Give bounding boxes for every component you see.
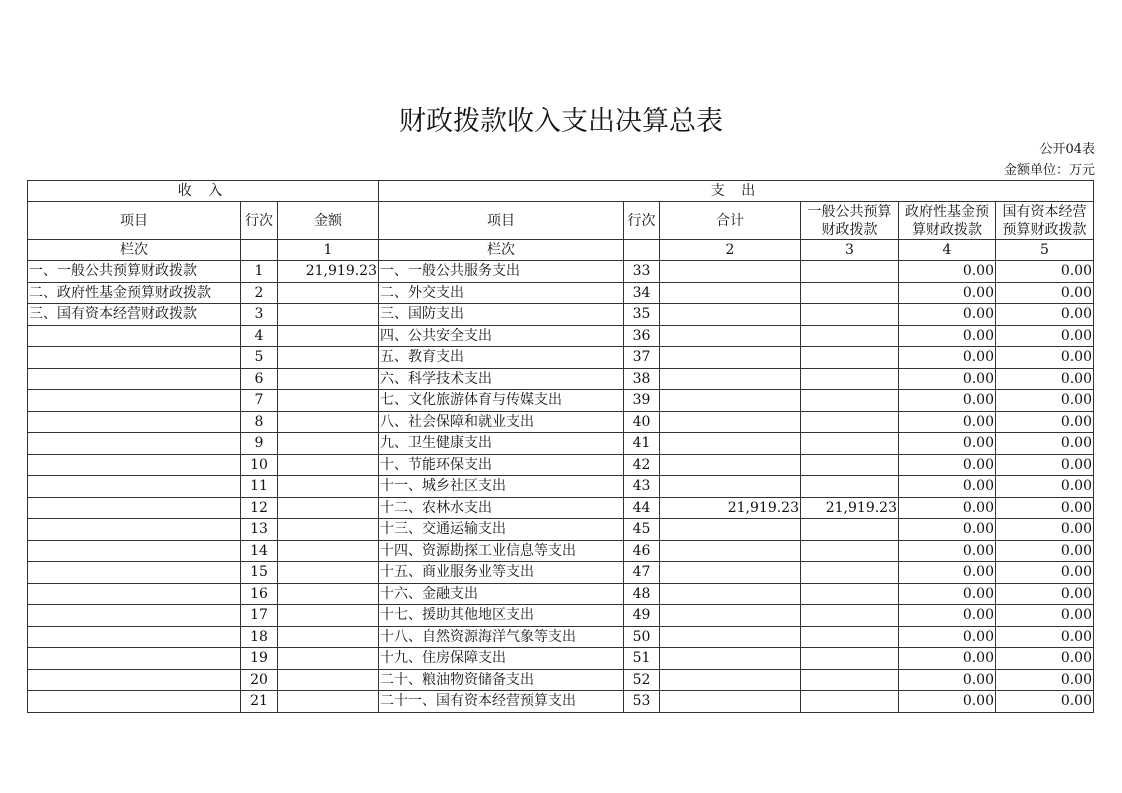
col-header-expense-item: 项目 — [379, 202, 624, 240]
expense-row-number-cell: 51 — [624, 648, 660, 670]
state-capital-cell: 0.00 — [996, 454, 1094, 476]
general-budget-cell — [801, 605, 899, 627]
income-item-cell — [28, 605, 241, 627]
gov-fund-cell: 0.00 — [899, 282, 996, 304]
gov-fund-cell: 0.00 — [899, 562, 996, 584]
expense-row-number-cell: 45 — [624, 519, 660, 541]
total-cell — [660, 433, 801, 455]
col-num-amount: 1 — [278, 240, 379, 261]
general-budget-cell — [801, 433, 899, 455]
col-header-state-capital: 国有资本经营预算财政拨款 — [996, 202, 1094, 240]
total-cell — [660, 626, 801, 648]
income-row-number-cell: 5 — [241, 347, 278, 369]
general-budget-cell — [801, 261, 899, 283]
expense-item-cell: 五、教育支出 — [379, 347, 624, 369]
income-row-number-cell: 17 — [241, 605, 278, 627]
gov-fund-cell: 0.00 — [899, 583, 996, 605]
expense-row-number-cell: 47 — [624, 562, 660, 584]
income-amount-cell — [278, 669, 379, 691]
expense-row-number-cell: 50 — [624, 626, 660, 648]
state-capital-cell: 0.00 — [996, 476, 1094, 498]
col-num-label-income: 栏次 — [28, 240, 241, 261]
total-cell — [660, 282, 801, 304]
state-capital-cell: 0.00 — [996, 347, 1094, 369]
income-item-cell — [28, 325, 241, 347]
total-cell — [660, 347, 801, 369]
total-cell — [660, 583, 801, 605]
expense-row-number-cell: 46 — [624, 540, 660, 562]
income-item-cell — [28, 691, 241, 713]
gov-fund-cell: 0.00 — [899, 347, 996, 369]
col-header-gov-fund: 政府性基金预算财政拨款 — [899, 202, 996, 240]
state-capital-cell: 0.00 — [996, 540, 1094, 562]
income-item-cell — [28, 519, 241, 541]
gov-fund-cell: 0.00 — [899, 648, 996, 670]
expense-row-number-cell: 39 — [624, 390, 660, 412]
expense-item-cell: 二十、粮油物资储备支出 — [379, 669, 624, 691]
general-budget-cell — [801, 562, 899, 584]
table-row — [28, 304, 1094, 326]
general-budget-cell — [801, 347, 899, 369]
income-item-cell — [28, 454, 241, 476]
expense-group-header: 支 出 — [379, 181, 1094, 202]
income-item-cell — [28, 433, 241, 455]
income-amount-cell — [278, 605, 379, 627]
state-capital-cell: 0.00 — [996, 626, 1094, 648]
header-group-row — [28, 181, 1094, 202]
state-capital-cell: 0.00 — [996, 368, 1094, 390]
income-amount-cell — [278, 626, 379, 648]
general-budget-cell — [801, 691, 899, 713]
income-item-cell — [28, 648, 241, 670]
expense-row-number-cell: 40 — [624, 411, 660, 433]
table-row — [28, 605, 1094, 627]
table-row — [28, 562, 1094, 584]
expense-item-cell: 十、节能环保支出 — [379, 454, 624, 476]
table-row — [28, 454, 1094, 476]
state-capital-cell: 0.00 — [996, 261, 1094, 283]
income-row-number-cell: 8 — [241, 411, 278, 433]
income-item-cell — [28, 368, 241, 390]
state-capital-cell: 0.00 — [996, 583, 1094, 605]
col-header-income-item: 项目 — [28, 202, 241, 240]
col-num-state-capital: 5 — [996, 240, 1094, 261]
general-budget-cell — [801, 669, 899, 691]
expense-item-cell: 十二、农林水支出 — [379, 497, 624, 519]
income-amount-cell — [278, 368, 379, 390]
col-header-expense-row: 行次 — [624, 202, 660, 240]
col-num-label-expense: 栏次 — [379, 240, 624, 261]
expense-row-number-cell: 33 — [624, 261, 660, 283]
total-cell — [660, 648, 801, 670]
income-row-number-cell: 19 — [241, 648, 278, 670]
income-amount-cell — [278, 497, 379, 519]
income-row-number-cell: 2 — [241, 282, 278, 304]
total-cell — [660, 390, 801, 412]
table-row — [28, 390, 1094, 412]
income-row-number-cell: 13 — [241, 519, 278, 541]
income-item-cell — [28, 347, 241, 369]
income-item-cell — [28, 540, 241, 562]
col-header-amount: 金额 — [278, 202, 379, 240]
expense-row-number-cell: 43 — [624, 476, 660, 498]
expense-item-cell: 六、科学技术支出 — [379, 368, 624, 390]
income-amount-cell — [278, 519, 379, 541]
expense-row-number-cell: 42 — [624, 454, 660, 476]
income-row-number-cell: 10 — [241, 454, 278, 476]
income-amount-cell — [278, 325, 379, 347]
gov-fund-cell: 0.00 — [899, 497, 996, 519]
income-row-number-cell: 12 — [241, 497, 278, 519]
state-capital-cell: 0.00 — [996, 648, 1094, 670]
total-cell — [660, 669, 801, 691]
total-cell — [660, 454, 801, 476]
expense-row-number-cell: 41 — [624, 433, 660, 455]
gov-fund-cell: 0.00 — [899, 691, 996, 713]
income-item-cell: 二、政府性基金预算财政拨款 — [28, 282, 241, 304]
total-cell — [660, 261, 801, 283]
expense-item-cell: 二、外交支出 — [379, 282, 624, 304]
total-cell — [660, 519, 801, 541]
expense-item-cell: 一、一般公共服务支出 — [379, 261, 624, 283]
expense-row-number-cell: 44 — [624, 497, 660, 519]
income-amount-cell — [278, 390, 379, 412]
gov-fund-cell: 0.00 — [899, 261, 996, 283]
expense-row-number-cell: 52 — [624, 669, 660, 691]
income-amount-cell — [278, 454, 379, 476]
table-row — [28, 325, 1094, 347]
income-amount-cell — [278, 540, 379, 562]
total-cell — [660, 562, 801, 584]
expense-item-cell: 八、社会保障和就业支出 — [379, 411, 624, 433]
general-budget-cell — [801, 626, 899, 648]
state-capital-cell: 0.00 — [996, 390, 1094, 412]
total-cell — [660, 691, 801, 713]
income-amount-cell — [278, 562, 379, 584]
unit-label: 金额单位：万元 — [1003, 163, 1095, 178]
expense-row-number-cell: 53 — [624, 691, 660, 713]
expense-row-number-cell: 37 — [624, 347, 660, 369]
income-row-number-cell: 21 — [241, 691, 278, 713]
state-capital-cell: 0.00 — [996, 691, 1094, 713]
table-row — [28, 519, 1094, 541]
income-row-number-cell: 9 — [241, 433, 278, 455]
expense-item-cell: 十七、援助其他地区支出 — [379, 605, 624, 627]
gov-fund-cell: 0.00 — [899, 626, 996, 648]
income-row-number-cell: 1 — [241, 261, 278, 283]
gov-fund-cell: 0.00 — [899, 325, 996, 347]
income-row-number-cell: 15 — [241, 562, 278, 584]
general-budget-cell — [801, 648, 899, 670]
table-row — [28, 626, 1094, 648]
gov-fund-cell: 0.00 — [899, 411, 996, 433]
general-budget-cell — [801, 411, 899, 433]
state-capital-cell: 0.00 — [996, 433, 1094, 455]
gov-fund-cell: 0.00 — [899, 540, 996, 562]
state-capital-cell: 0.00 — [996, 519, 1094, 541]
gov-fund-cell: 0.00 — [899, 390, 996, 412]
general-budget-cell — [801, 325, 899, 347]
table-row — [28, 691, 1094, 713]
income-amount-cell — [278, 583, 379, 605]
expense-item-cell: 十三、交通运输支出 — [379, 519, 624, 541]
table-row — [28, 433, 1094, 455]
col-header-total: 合计 — [660, 202, 801, 240]
state-capital-cell: 0.00 — [996, 669, 1094, 691]
state-capital-cell: 0.00 — [996, 325, 1094, 347]
table-row — [28, 583, 1094, 605]
gov-fund-cell: 0.00 — [899, 454, 996, 476]
gov-fund-cell: 0.00 — [899, 476, 996, 498]
income-item-cell — [28, 562, 241, 584]
income-amount-cell — [278, 411, 379, 433]
total-cell — [660, 325, 801, 347]
col-num-gov-fund: 4 — [899, 240, 996, 261]
expense-row-number-cell: 35 — [624, 304, 660, 326]
col-num-empty-1 — [241, 240, 278, 261]
income-amount-cell — [278, 282, 379, 304]
state-capital-cell: 0.00 — [996, 562, 1094, 584]
table-row — [28, 347, 1094, 369]
general-budget-cell — [801, 454, 899, 476]
state-capital-cell: 0.00 — [996, 497, 1094, 519]
table-code: 公开04表 — [1039, 142, 1095, 157]
income-item-cell — [28, 390, 241, 412]
income-row-number-cell: 6 — [241, 368, 278, 390]
general-budget-cell — [801, 390, 899, 412]
expense-item-cell: 十一、城乡社区支出 — [379, 476, 624, 498]
income-amount-cell: 21,919.23 — [278, 261, 379, 283]
state-capital-cell: 0.00 — [996, 605, 1094, 627]
income-amount-cell — [278, 691, 379, 713]
expense-row-number-cell: 49 — [624, 605, 660, 627]
state-capital-cell: 0.00 — [996, 282, 1094, 304]
total-cell — [660, 540, 801, 562]
state-capital-cell: 0.00 — [996, 411, 1094, 433]
gov-fund-cell: 0.00 — [899, 433, 996, 455]
table-row — [28, 261, 1094, 283]
general-budget-cell — [801, 519, 899, 541]
income-row-number-cell: 16 — [241, 583, 278, 605]
income-row-number-cell: 18 — [241, 626, 278, 648]
general-budget-cell — [801, 583, 899, 605]
income-row-number-cell: 14 — [241, 540, 278, 562]
table-row — [28, 411, 1094, 433]
income-row-number-cell: 3 — [241, 304, 278, 326]
table-row — [28, 282, 1094, 304]
income-item-cell: 一、一般公共预算财政拨款 — [28, 261, 241, 283]
income-amount-cell — [278, 648, 379, 670]
total-cell — [660, 476, 801, 498]
expense-item-cell: 二十一、国有资本经营预算支出 — [379, 691, 624, 713]
total-cell — [660, 411, 801, 433]
table-row — [28, 669, 1094, 691]
income-row-number-cell: 4 — [241, 325, 278, 347]
expense-row-number-cell: 34 — [624, 282, 660, 304]
gov-fund-cell: 0.00 — [899, 304, 996, 326]
budget-table — [27, 180, 1094, 713]
expense-row-number-cell: 36 — [624, 325, 660, 347]
expense-item-cell: 九、卫生健康支出 — [379, 433, 624, 455]
expense-item-cell: 四、公共安全支出 — [379, 325, 624, 347]
expense-item-cell: 七、文化旅游体育与传媒支出 — [379, 390, 624, 412]
income-row-number-cell: 11 — [241, 476, 278, 498]
income-item-cell: 三、国有资本经营财政拨款 — [28, 304, 241, 326]
col-num-empty-2 — [624, 240, 660, 261]
income-row-number-cell: 7 — [241, 390, 278, 412]
table-row — [28, 648, 1094, 670]
table-row — [28, 368, 1094, 390]
income-item-cell — [28, 669, 241, 691]
gov-fund-cell: 0.00 — [899, 519, 996, 541]
page-title: 财政拨款收入支出决算总表 — [399, 106, 723, 137]
income-row-number-cell: 20 — [241, 669, 278, 691]
expense-item-cell: 十四、资源勘探工业信息等支出 — [379, 540, 624, 562]
expense-row-number-cell: 38 — [624, 368, 660, 390]
income-amount-cell — [278, 304, 379, 326]
income-item-cell — [28, 497, 241, 519]
expense-item-cell: 十六、金融支出 — [379, 583, 624, 605]
col-num-total: 2 — [660, 240, 801, 261]
expense-item-cell: 十八、自然资源海洋气象等支出 — [379, 626, 624, 648]
income-item-cell — [28, 626, 241, 648]
income-amount-cell — [278, 347, 379, 369]
general-budget-cell — [801, 304, 899, 326]
total-cell: 21,919.23 — [660, 497, 801, 519]
expense-row-number-cell: 48 — [624, 583, 660, 605]
total-cell — [660, 605, 801, 627]
general-budget-cell — [801, 282, 899, 304]
table-row — [28, 540, 1094, 562]
expense-item-cell: 十五、商业服务业等支出 — [379, 562, 624, 584]
gov-fund-cell: 0.00 — [899, 368, 996, 390]
expense-item-cell: 三、国防支出 — [379, 304, 624, 326]
general-budget-cell — [801, 368, 899, 390]
total-cell — [660, 304, 801, 326]
header-columns-row — [28, 202, 1094, 240]
state-capital-cell: 0.00 — [996, 304, 1094, 326]
income-item-cell — [28, 583, 241, 605]
column-number-row — [28, 240, 1094, 261]
col-header-general: 一般公共预算财政拨款 — [801, 202, 899, 240]
income-item-cell — [28, 476, 241, 498]
income-item-cell — [28, 411, 241, 433]
gov-fund-cell: 0.00 — [899, 669, 996, 691]
income-group-header: 收 入 — [28, 181, 379, 202]
income-amount-cell — [278, 476, 379, 498]
total-cell — [660, 368, 801, 390]
gov-fund-cell: 0.00 — [899, 605, 996, 627]
general-budget-cell — [801, 540, 899, 562]
income-amount-cell — [278, 433, 379, 455]
general-budget-cell: 21,919.23 — [801, 497, 899, 519]
table-row — [28, 497, 1094, 519]
expense-item-cell: 十九、住房保障支出 — [379, 648, 624, 670]
col-header-income-row: 行次 — [241, 202, 278, 240]
general-budget-cell — [801, 476, 899, 498]
table-row — [28, 476, 1094, 498]
col-num-general: 3 — [801, 240, 899, 261]
